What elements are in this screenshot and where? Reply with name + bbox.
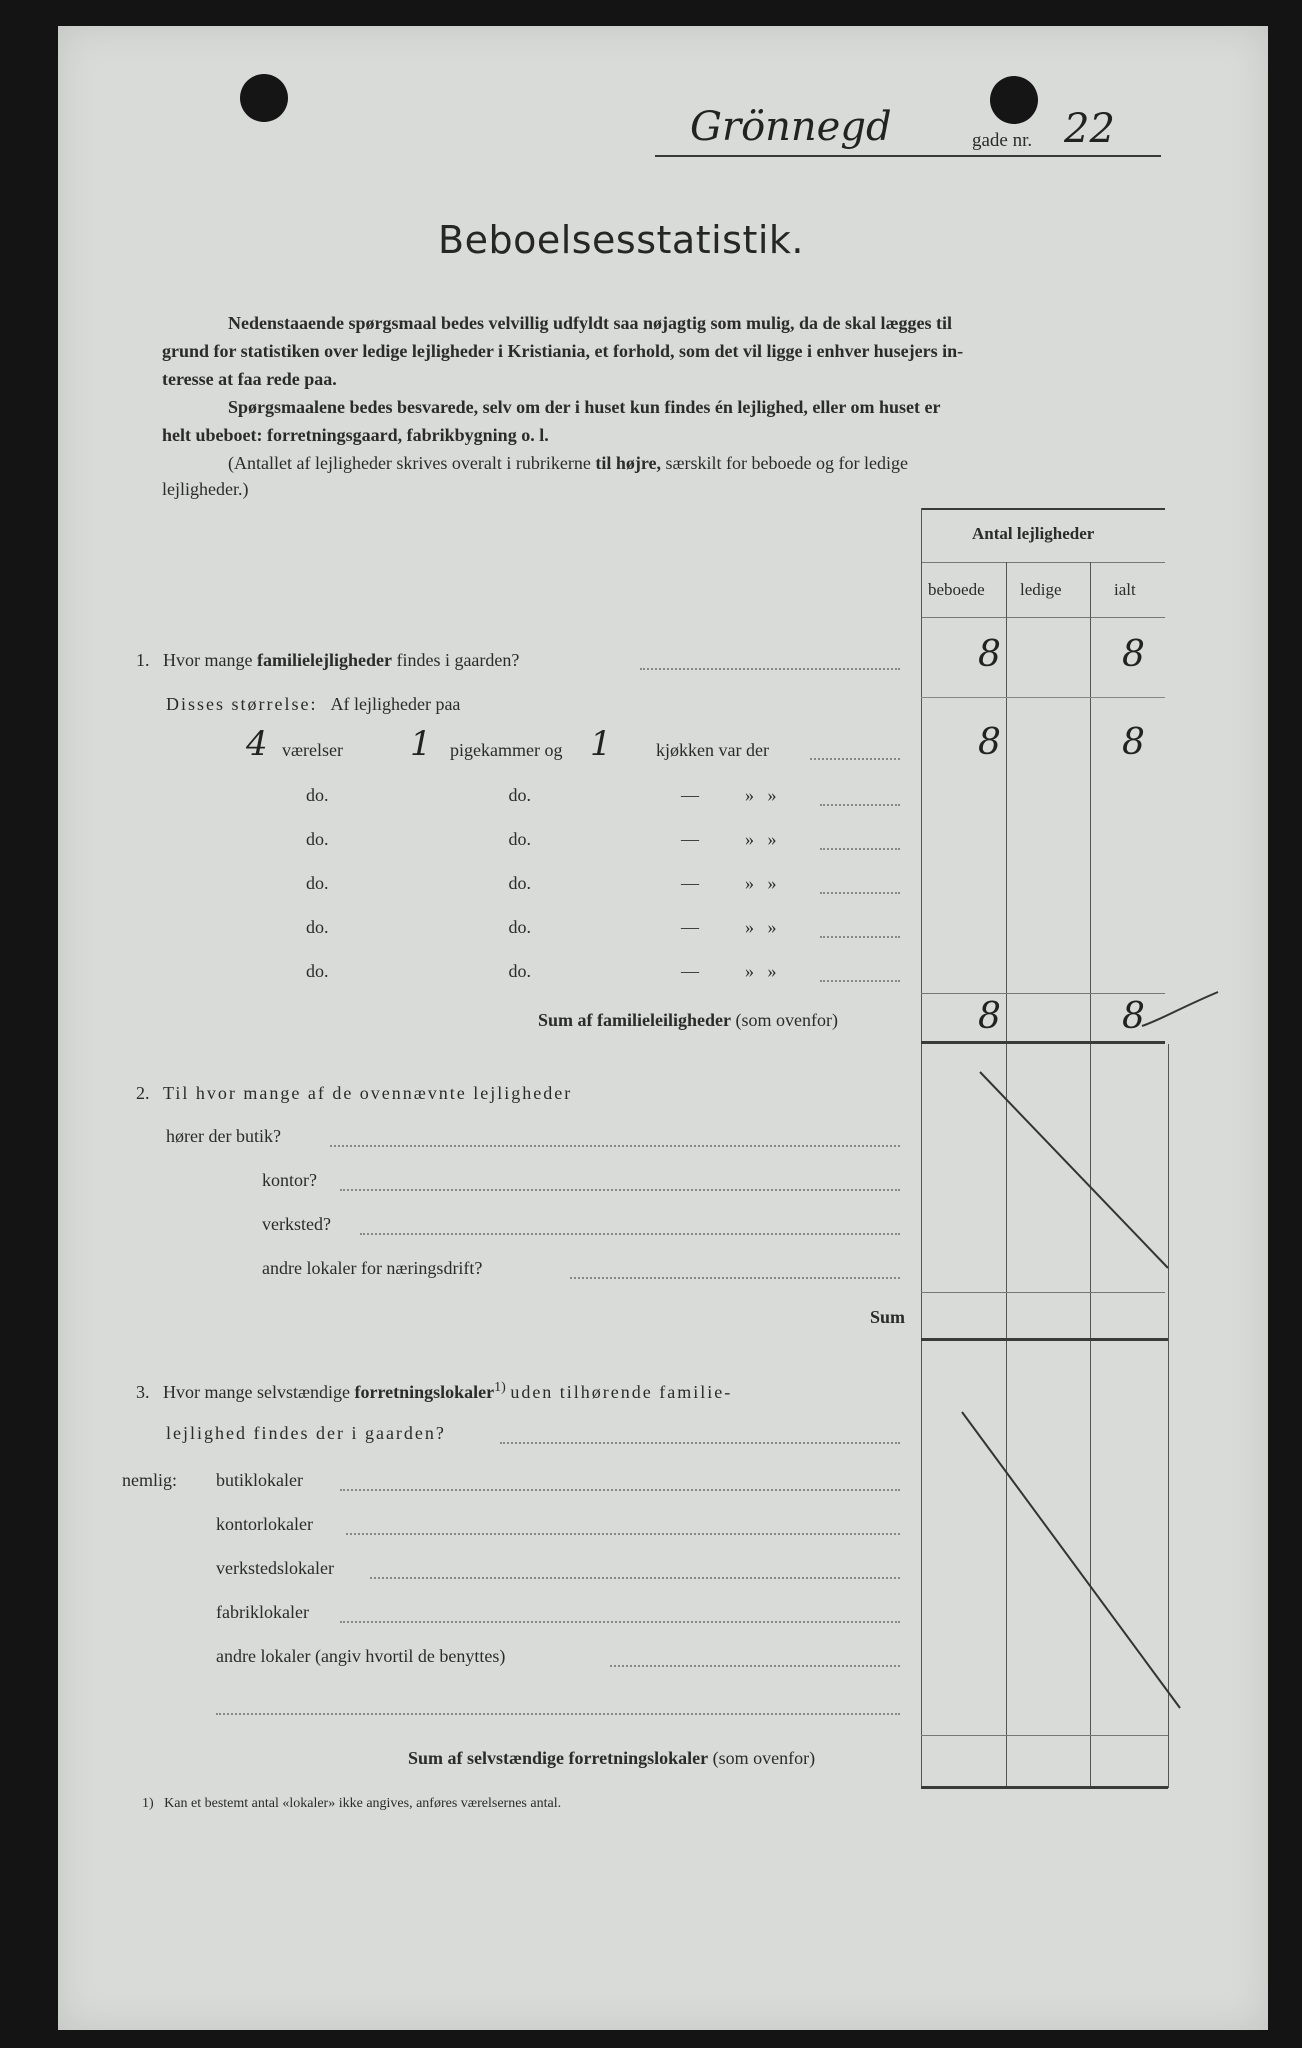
col-beboede: beboede [928,580,985,599]
q1-sum: Sum af familieleiligheder (som ovenfor) [538,1010,838,1030]
kjokken-handwritten: 1 [590,724,612,764]
intro-p3-line1: (Antallet af lejligheder skrives overalt i rubrikerne til højre, særskilt for beboede og for ledige [228,453,908,473]
intro-p2-line1: Spørgsmaalene bedes besvarede, selv om der i huset kun findes én lejlighed, eller om huset er [228,397,941,417]
q2-item-andre: andre lokaler for næringsdrift? [262,1258,483,1278]
table-header: Antal lejligheder [972,524,1095,543]
q3-sum: Sum af selvstændige forretningslokaler (som ovenfor) [408,1748,816,1768]
pigekammer-label: pigekammer og [450,740,563,760]
q2-item-butik: hører der butik? [166,1126,281,1146]
q3-item-andre: andre lokaler (angiv hvortil de benyttes) [216,1646,506,1666]
intro-p2-line2: helt ubeboet: forretningsgaard, fabrikbygning o. l. [162,425,549,445]
kjokken-label: kjøkken var der [656,740,769,760]
sum-check-mark [1142,992,1218,1026]
q3-strike-line [962,1412,1180,1708]
q2-item-kontor: kontor? [262,1170,317,1190]
street-name-handwritten: Grönnegd [690,104,892,150]
gade-label: gade nr. [972,130,1033,151]
col-ialt: ialt [1114,580,1136,599]
q2-item-verksted: verksted? [262,1214,331,1234]
intro-p1-line3: teresse at faa rede paa. [162,369,337,389]
intro-p1-line1: Nedenstaaende spørgsmaal bedes velvillig udfyldt saa nøjagtig som mulig, da de skal lægges til [228,313,953,333]
q3-text: 3. Hvor mange selvstændige forretningslokaler$^{1)}$ uden tilhørende familie- [136,1380,733,1402]
house-number-handwritten: 22 [1064,106,1115,152]
vaerelser-label: værelser [282,740,343,760]
q1-text: 1. Hvor mange familielejligheder findes i gaarden? [136,650,520,670]
q2-sum: Sum [870,1307,906,1327]
footnote: 1) Kan et bestemt antal «lokaler» ikke angives, anføres værelsernes antal. [142,1796,562,1811]
col-ledige: ledige [1020,580,1062,599]
do-row-2: do. do. — » » [306,829,777,849]
sum-beboede-answer: 8 [978,996,1001,1037]
page-title: Beboelsesstatistik. [438,218,805,262]
intro-p1-line2: grund for statistiken over ledige lejligheder i Kristiania, et forhold, som det vil ligge i enhver husejers in- [162,341,964,361]
row1-beboede-answer: 8 [978,722,1001,763]
q1-ialt-answer: 8 [1122,634,1145,675]
q1-beboede-answer: 8 [978,634,1001,675]
do-row-3: do. do. — » » [306,873,777,893]
q3-item-kontor: kontorlokaler [216,1514,313,1534]
q3-line2: lejlighed findes der i gaarden? [166,1423,446,1443]
q3-item-verksted: verkstedslokaler [216,1558,334,1578]
do-row-5: do. do. — » » [306,961,777,981]
q2-text: 2. Til hvor mange af de ovennævnte lejligheder [136,1083,573,1103]
do-row-4: do. do. — » » [306,917,777,937]
rooms-handwritten: 4 [246,724,268,764]
pigekammer-handwritten: 1 [410,724,432,764]
sum-ialt-answer: 8 [1122,996,1145,1037]
sizes-label: Disses størrelse: Af lejligheder paa [166,694,461,714]
row1-ialt-answer: 8 [1122,722,1145,763]
nemlig-label: nemlig: [122,1470,177,1490]
q2-strike-line [980,1072,1168,1268]
intro-p3-line2: lejligheder.) [162,479,249,499]
q3-item-butik: butiklokaler [216,1470,303,1490]
q3-item-fabrik: fabriklokaler [216,1602,309,1622]
do-row-1: do. do. — » » [306,785,777,805]
